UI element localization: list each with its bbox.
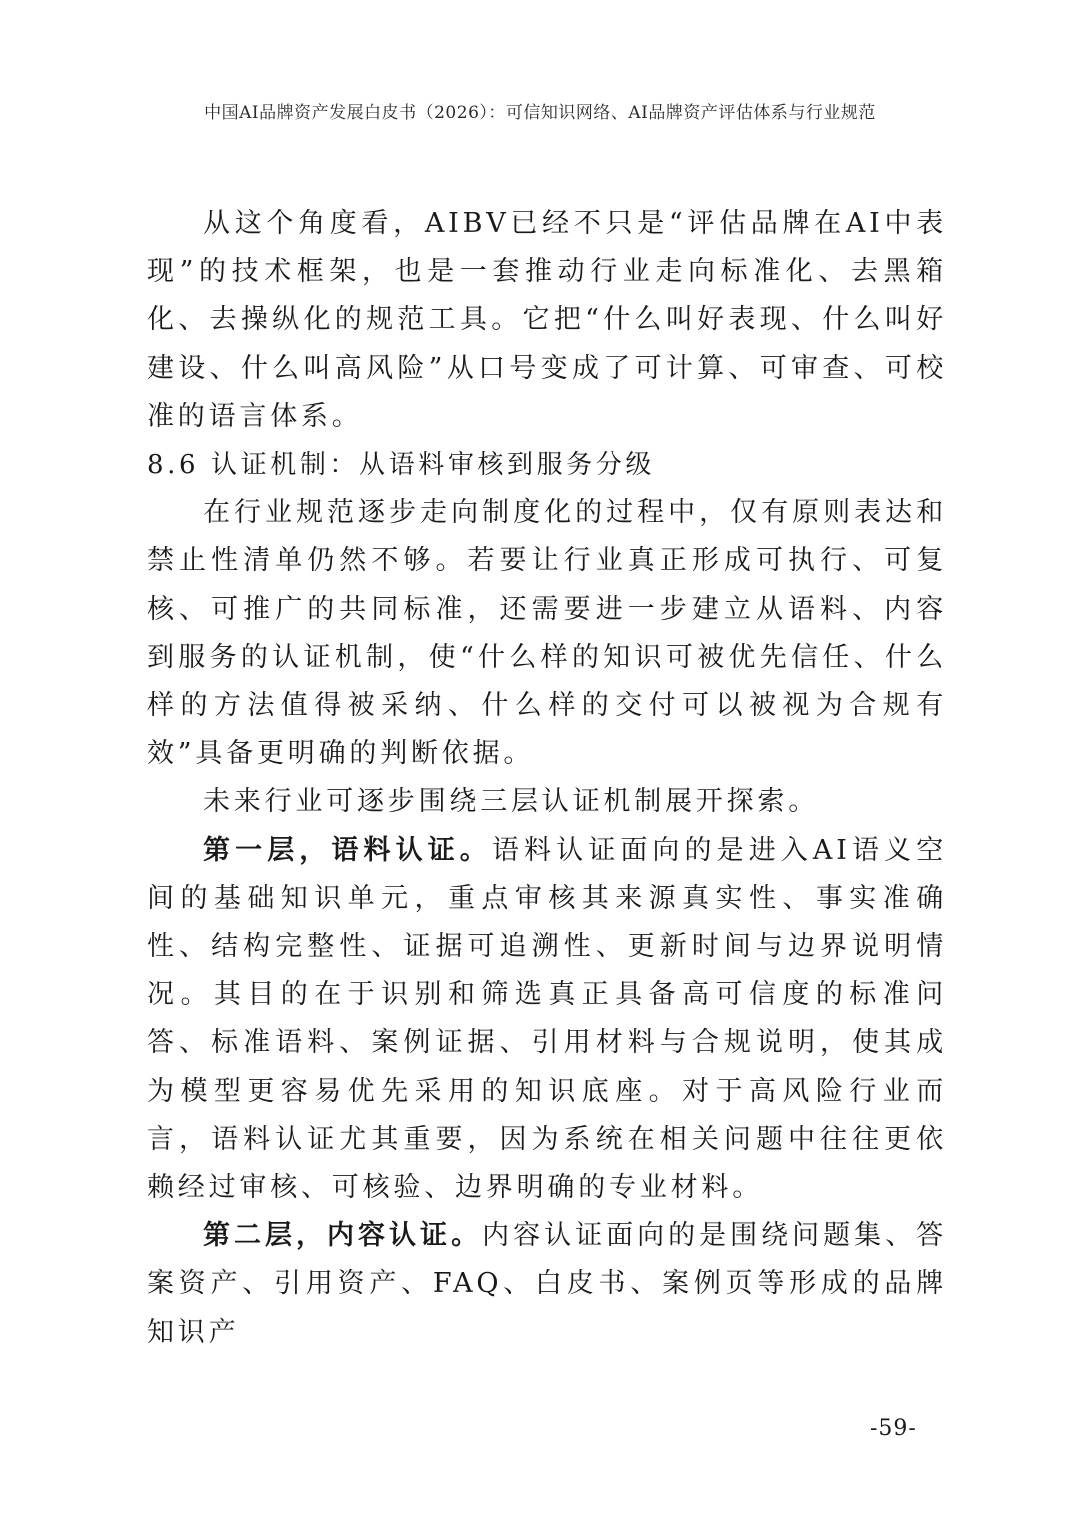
page-number: -59- — [870, 1416, 917, 1441]
page-body — [147, 200, 947, 1357]
paragraph-aibv-framework: 从这个角度看，AIBV已经不只是“评估品牌在AI中表现”的技术框架，也是一套推动行业走向标准化、去黑箱化、去操纵化的规范工具。它把“什么叫好表现、什么叫好建设、什么叫高风险”从口号变成了可计算、可审查、可校准的语言体系。 — [147, 208, 947, 432]
section-heading: 8.6 认证机制：从语料审核到服务分级 — [147, 450, 656, 481]
paragraph-three-layers: 未来行业可逐步围绕三层认证机制展开探索。 — [203, 786, 819, 818]
content-certification-text: 内容认证面向的是围绕问题集、答案资产、引用资产、FAQ、白皮书、案例页等形成的品牌知识产 — [147, 1220, 947, 1348]
paragraph-certification-need: 在行业规范逐步走向制度化的过程中，仅有原则表达和禁止性清单仍然不够。若要让行业真正形成可执行、可复核、可推广的共同标准，还需要进一步建立从语料、内容到服务的认证机制，使“什么样的知识可被优先信任、什么样的方法值得被采纳、什么样的交付可以被视为合规有效”具备更明确的判断依据。 — [147, 497, 947, 770]
paragraph-corpus-certification — [147, 827, 947, 1213]
running-header: 中国AI品牌资产发展白皮书（2026）：可信知识网络、AI品牌资产评估体系与行业规范 — [204, 103, 876, 123]
corpus-certification-lead: 第一层，语料认证。 — [203, 834, 492, 866]
paragraph-content-certification — [147, 1212, 947, 1357]
content-certification-lead: 第二层，内容认证。 — [203, 1220, 483, 1252]
corpus-certification-text: 语料认证面向的是进入AI语义空间的基础知识单元，重点审核其来源真实性、事实准确性、结构完整性、证据可追溯性、更新时间与边界说明情况。其目的在于识别和筛选真正具备高可信度的标准问答、标准语料、案例证据、引用材料与合规说明，使其成为模型更容易优先采用的知识底座。对于高风险行业而言，语料认证尤其重要，因为系统在相关问题中往往更依赖经过审核、可核验、边界明确的专业材料。 — [147, 834, 947, 1204]
